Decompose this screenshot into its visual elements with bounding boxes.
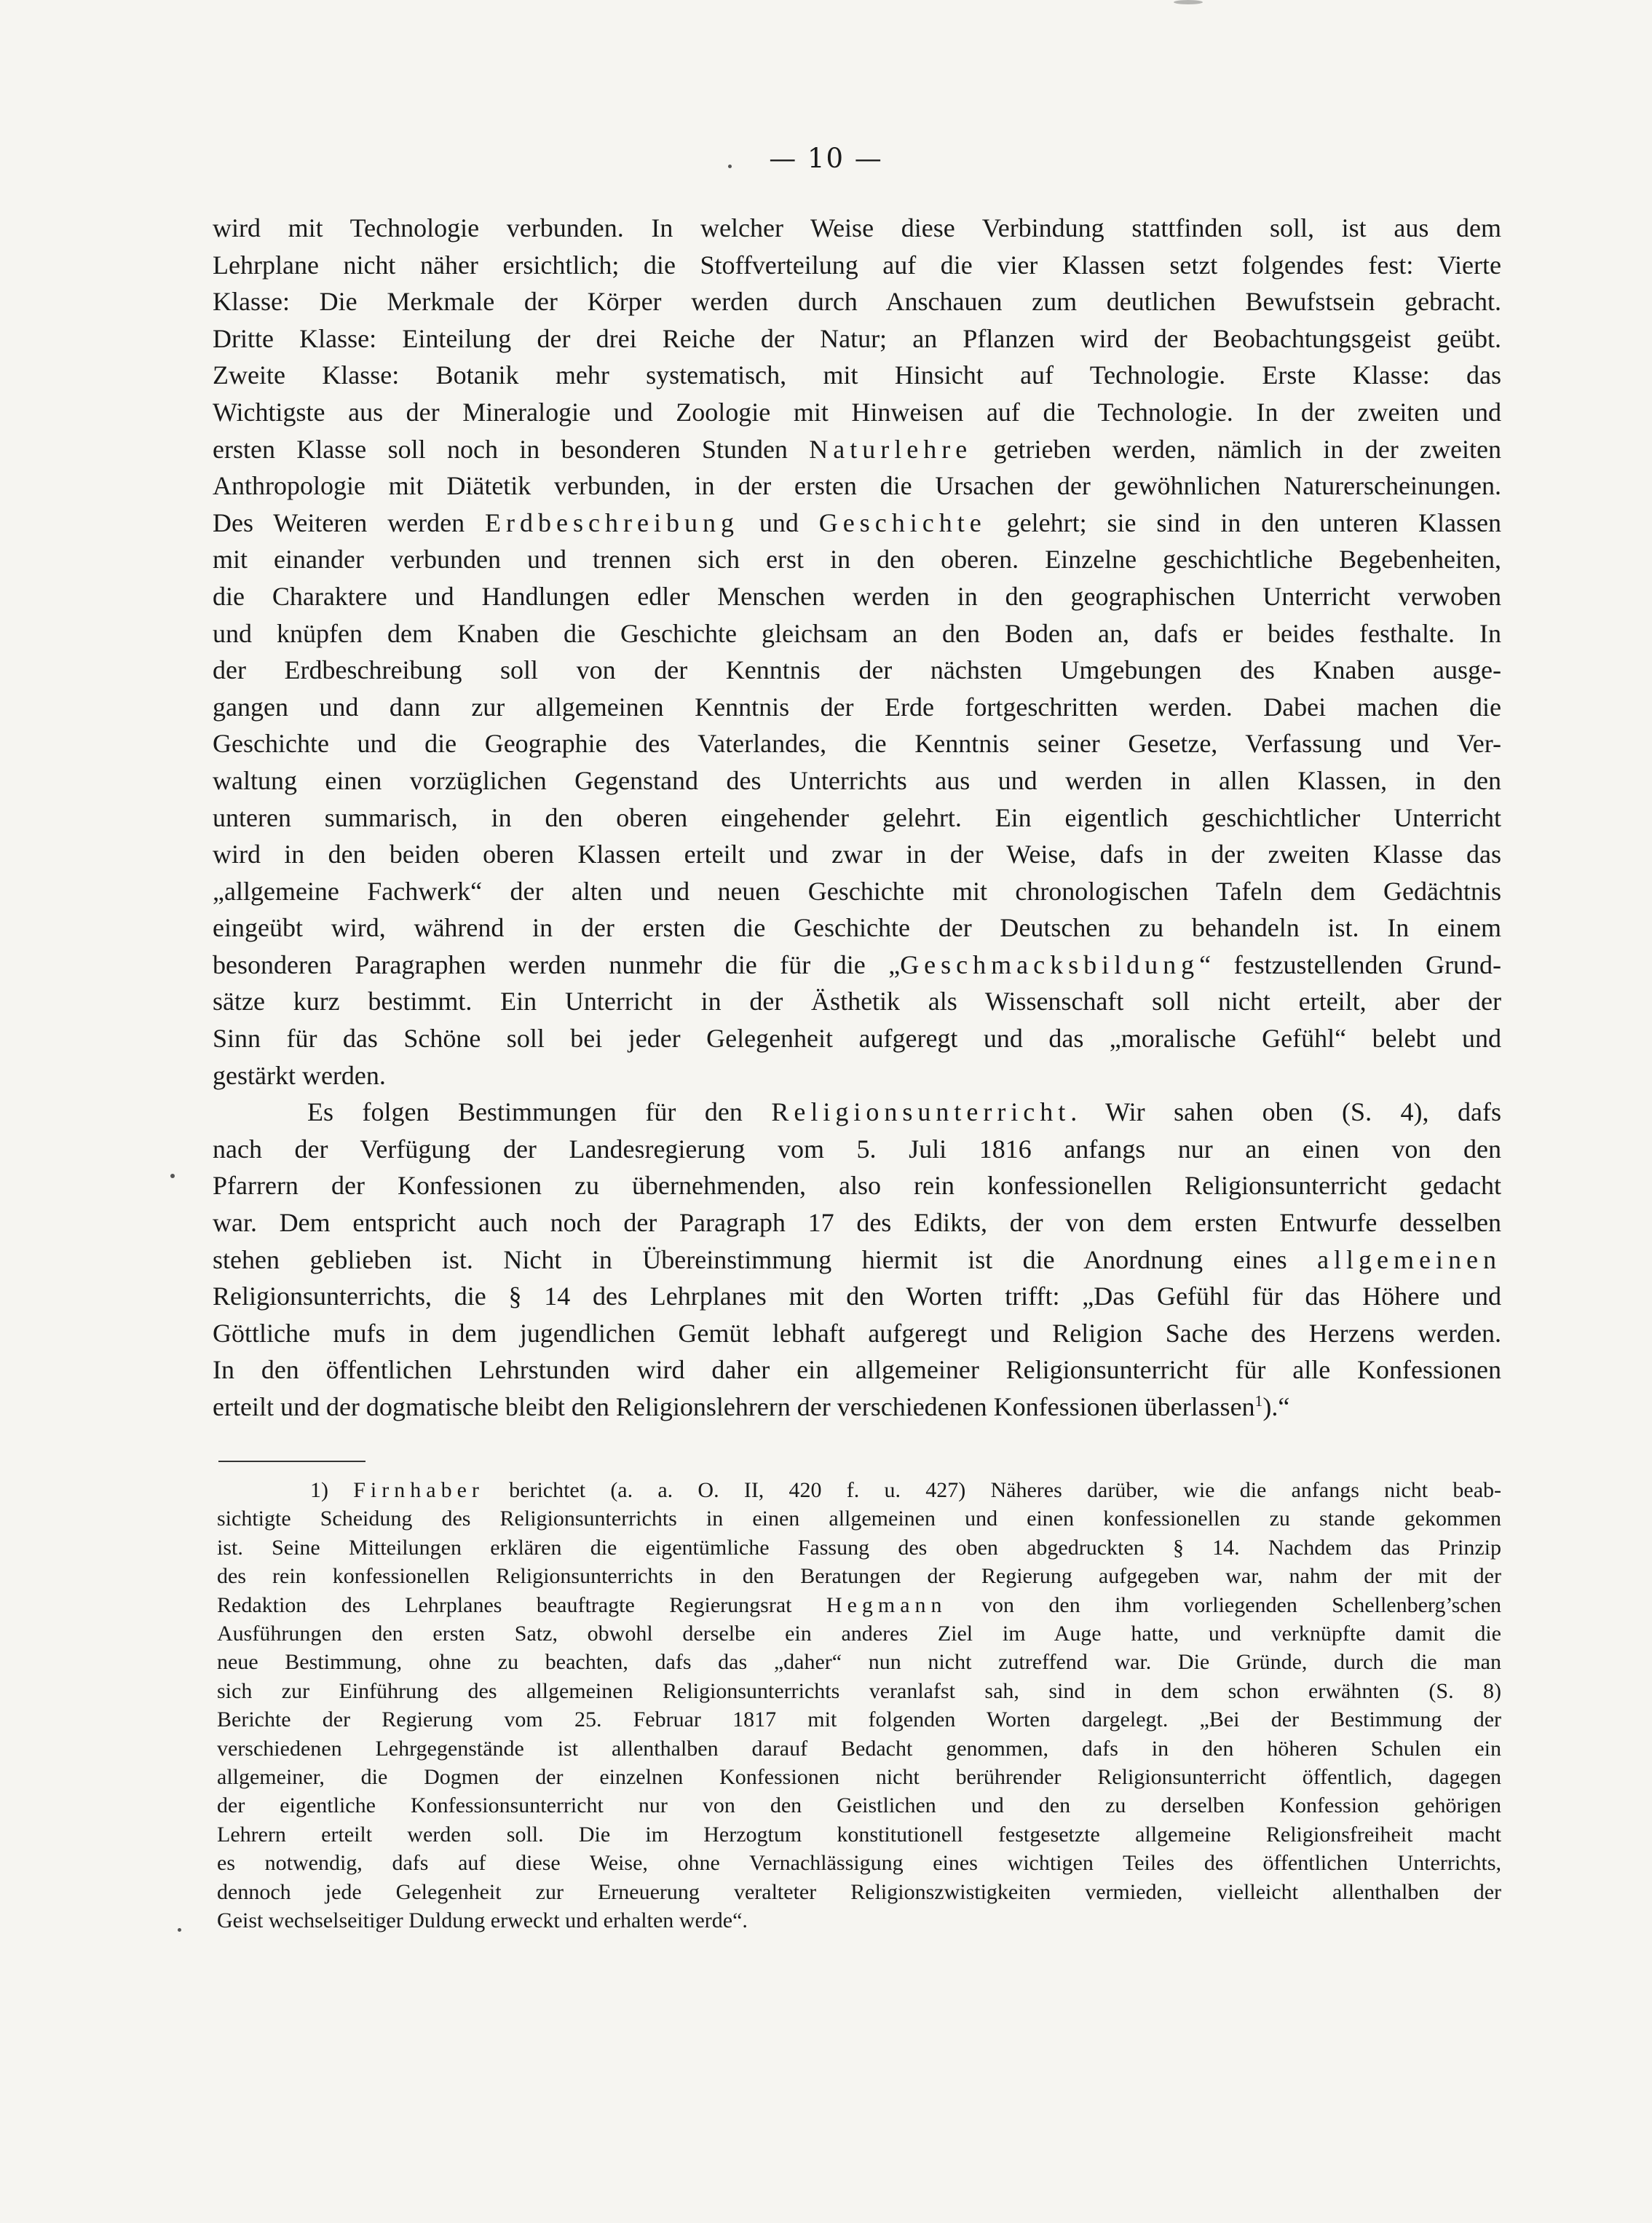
text-line: Sinn für das Schöne soll bei jeder Gelegenheit aufgeregt und das „moralische Gefühl“ belebt und	[213, 1024, 1501, 1054]
text-span: ersten Klasse soll noch in besonderen Stunden	[213, 434, 810, 464]
text-line	[213, 431, 1501, 468]
footnote-author: Firnhaber	[353, 1478, 484, 1502]
scan-speck	[1174, 0, 1203, 4]
scan-speck	[170, 1174, 175, 1178]
footnote-line: des rein konfessionellen Religionsunterrichts in den Beratungen der Regierung aufgegeben war, nahm der mit der	[217, 1564, 1501, 1589]
text-line: Zweite Klasse: Botanik mehr systematisch, mit Hinsicht auf Technologie. Erste Klasse: das	[213, 360, 1501, 390]
text-span: Redaktion des Lehrplanes beauftragte Regierungsrat	[217, 1592, 826, 1617]
text-line: Geschichte und die Geographie des Vaterlandes, die Kenntnis seiner Gesetze, Verfassung und Ver-	[213, 729, 1501, 759]
footnote-line: sichtigte Scheidung des Religionsunterrichts in einen allgemeinen und einen konfessionellen zu stande gekommen	[217, 1507, 1501, 1531]
text-line: Dritte Klasse: Einteilung der drei Reiche der Natur; an Pflanzen wird der Beobachtungsgeist geübt.	[213, 323, 1501, 353]
text-span: Des Weiteren werden	[213, 508, 486, 537]
text-span: besonderen Paragraphen werden nunmehr die für die „	[213, 949, 901, 979]
footnote-marker: 1)	[310, 1478, 328, 1502]
footnote-line	[217, 1476, 1501, 1504]
text-line: Wichtigste aus der Mineralogie und Zoologie mit Hinweisen auf die Technologie. In der zweiten und	[213, 397, 1501, 427]
footnote-line: dennoch jede Gelegenheit zur Erneuerung veralteter Religionszwistigkeiten vermieden, vielleicht allenthalben der	[217, 1879, 1501, 1904]
footnote-line: allgemeiner, die Dogmen der einzelnen Konfessionen nicht berührender Religionsunterricht öffentlich, dagegen	[217, 1765, 1501, 1790]
text-line: Klasse: Die Merkmale der Körper werden durch Anschauen zum deutlichen Bewufstsein gebracht.	[213, 287, 1501, 317]
text-line: die Charaktere und Handlungen edler Menschen werden in den geographischen Unterricht verwoben	[213, 581, 1501, 611]
text-line: Pfarrern der Konfessionen zu übernehmenden, also rein konfessionellen Religionsunterricht gedacht	[213, 1171, 1501, 1201]
spaced-term: Geschmacksbildung	[900, 949, 1200, 979]
text-span: von den ihm vorliegenden Schellenberg’schen	[946, 1592, 1502, 1617]
footnote-line	[217, 1591, 1501, 1619]
text-line: Göttliche mufs in dem jugendlichen Gemüt lebhaft aufgeregt und Religion Sache des Herzens werden.	[213, 1318, 1501, 1348]
text-line: „allgemeine Fachwerk“ der alten und neuen Geschichte mit chronologischen Tafeln dem Gedächtnis	[213, 876, 1501, 906]
text-span: Es folgen Bestimmungen für den	[307, 1097, 772, 1127]
footnote-line: Berichte der Regierung vom 25. Februar 1817 mit folgenden Worten dargelegt. „Bei der Bestimmung der	[217, 1707, 1501, 1732]
text-line: nach der Verfügung der Landesregierung vom 5. Juli 1816 anfangs nur an einen von den	[213, 1134, 1501, 1164]
text-span: berichtet (a. a. O. II, 420 f. u. 427) Näheres darüber, wie die anfangs nicht beab-	[483, 1478, 1502, 1502]
text-span: getrieben werden, nämlich in der zweiten	[972, 434, 1501, 464]
footnote-ref[interactable]: 1	[1254, 1392, 1263, 1410]
text-line: wird in den beiden oberen Klassen erteilt und zwar in der Weise, dafs in der zweiten Klasse das	[213, 840, 1501, 869]
text-span: ).“	[1262, 1392, 1290, 1421]
scan-speck	[728, 165, 732, 168]
body-text	[213, 210, 1501, 1426]
spaced-term: Naturlehre	[809, 434, 973, 464]
spaced-term: Hegmann	[826, 1592, 947, 1617]
spaced-term: allgemeinen	[1317, 1244, 1501, 1274]
footnotes	[217, 1476, 1501, 1935]
footnote-rule	[218, 1461, 365, 1462]
text-line: der Erdbeschreibung soll von der Kenntnis der nächsten Umgebungen des Knaben ausge-	[213, 655, 1501, 685]
text-line: gestärkt werden.	[213, 1060, 386, 1090]
text-line: und knüpfen dem Knaben die Geschichte gleichsam an den Boden an, dafs er beides festhalte. In	[213, 618, 1501, 648]
text-line: waltung einen vorzüglichen Gegenstand des Unterrichts aus und werden in allen Klassen, in den	[213, 765, 1501, 795]
scan-speck	[178, 1928, 181, 1932]
text-span: stehen geblieben ist. Nicht in Übereinstimmung hiermit ist die Anordnung eines	[213, 1244, 1318, 1274]
spaced-term: Religionsunterricht	[771, 1097, 1071, 1127]
page-number: — 10 —	[769, 143, 883, 174]
footnote-line: neue Bestimmung, ohne zu beachten, dafs das „daher“ nun nicht zutreffend war. Die Gründe, durch die man	[217, 1650, 1501, 1675]
footnote-line: ist. Seine Mitteilungen erklären die eigentümliche Fassung des oben abgedruckten § 14. Nachdem das Prinzip	[217, 1535, 1501, 1560]
text-span: gelehrt; sie sind in den unteren Klassen	[986, 508, 1501, 537]
footnote-line: Ausführungen den ersten Satz, obwohl derselbe ein anderes Ziel im Auge hatte, und verknüpfte damit die	[217, 1622, 1501, 1646]
text-line	[213, 1241, 1501, 1279]
text-line: Religionsunterrichts, die § 14 des Lehrplanes mit den Worten trifft: „Das Gefühl für das Höhere und	[213, 1282, 1501, 1311]
footnote-line: Lehrern erteilt werden soll. Die im Herzogtum konstitutionell festgesetzte allgemeine Religionsfreiheit macht	[217, 1822, 1501, 1847]
text-line: gangen und dann zur allgemeinen Kenntnis der Erde fortgeschritten werden. Dabei machen die	[213, 692, 1501, 722]
text-line	[213, 947, 1501, 984]
text-line: wird mit Technologie verbunden. In welcher Weise diese Verbindung stattfinden soll, ist aus dem	[213, 213, 1501, 242]
text-line: war. Dem entspricht auch noch der Paragraph 17 des Edikts, der von dem ersten Entwurfe desselben	[213, 1208, 1501, 1238]
text-span: “ festzustellenden Grund-	[1199, 949, 1501, 979]
text-line	[213, 505, 1501, 542]
text-line	[213, 1094, 1501, 1131]
text-line: Anthropologie mit Diätetik verbunden, in der ersten die Ursachen der gewöhnlichen Naturerscheinungen.	[213, 471, 1501, 501]
footnote-line: sich zur Einführung des allgemeinen Religionsunterrichts veranlafst sah, sind in dem schon erwähnten (S. 8)	[217, 1678, 1501, 1703]
text-line: mit einander verbunden und trennen sich erst in den oberen. Einzelne geschichtliche Begebenheiten,	[213, 545, 1501, 574]
text-line: sätze kurz bestimmt. Ein Unterricht in der Ästhetik als Wissenschaft soll nicht erteilt, aber der	[213, 987, 1501, 1016]
spaced-term: Geschichte	[818, 508, 987, 537]
text-line: eingeübt wird, während in der ersten die Geschichte der Deutschen zu behandeln ist. In einem	[213, 913, 1501, 943]
text-line: unteren summarisch, in den oberen eingehender gelehrt. Ein eigentlich geschichtlicher Unterricht	[213, 802, 1501, 832]
text-span: erteilt und der dogmatische bleibt den Religionslehrern der verschiedenen Konfessionen überlassen	[213, 1392, 1255, 1421]
footnote-line: verschiedenen Lehrgegenstände ist allenthalben darauf Bedacht genommen, dafs in den höheren Schulen ein	[217, 1736, 1501, 1761]
footnote-line: der eigentliche Konfessionsunterricht nur von den Geistlichen und den zu derselben Konfession gehörigen	[217, 1793, 1501, 1818]
text-span: . Wir sahen oben (S. 4), dafs	[1070, 1097, 1501, 1127]
footnote-line: es notwendig, dafs auf diese Weise, ohne Vernachlässigung eines wichtigen Teiles des öffentlichen Unterrichts,	[217, 1851, 1501, 1876]
text-span: und	[738, 508, 819, 537]
footnote-line: Geist wechselseitiger Duldung erweckt und erhalten werde“.	[217, 1908, 748, 1933]
spaced-term: Erdbeschreibung	[485, 508, 739, 537]
text-line: Lehrplane nicht näher ersichtlich; die Stoffverteilung auf die vier Klassen setzt folgendes fest: Vierte	[213, 250, 1501, 280]
text-line: In den öffentlichen Lehrstunden wird daher ein allgemeiner Religionsunterricht für alle Konfessionen	[213, 1355, 1501, 1385]
text-line	[213, 1389, 1501, 1426]
